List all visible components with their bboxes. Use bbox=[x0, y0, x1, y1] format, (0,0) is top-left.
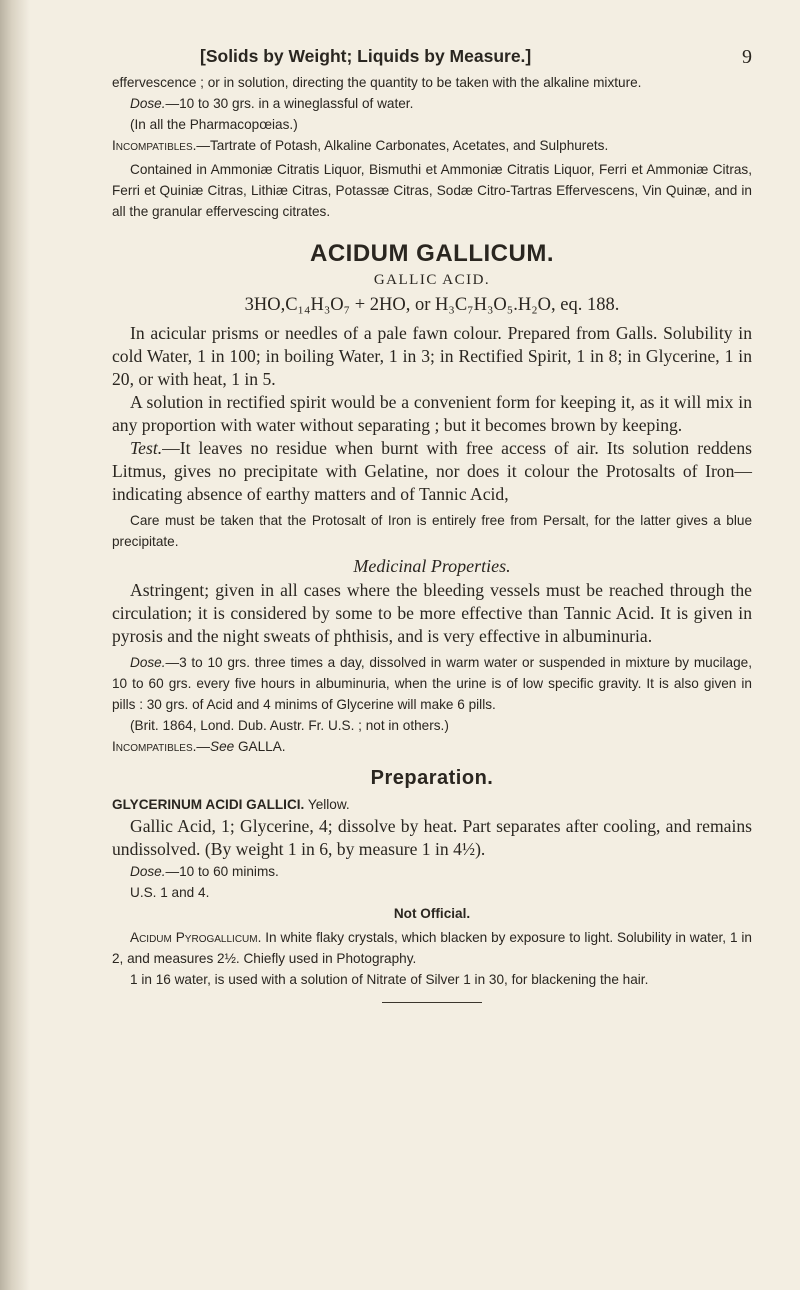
citric-pharmacopoeias: (In all the Pharmacopœias.) bbox=[130, 117, 298, 132]
care-note: Care must be taken that the Protosalt of Iron is entirely free from Persalt, for the latter gives a blue precipitate. bbox=[112, 513, 752, 549]
citric-dose bbox=[112, 93, 752, 114]
effervescence-paragraph: effervescence ; or in solution, directing the quantity to be taken with the alkaline mixture. bbox=[112, 75, 642, 90]
medicinal-pharmacopoeias: (Brit. 1864, Lond. Dub. Austr. Fr. U.S. ; not in others.) bbox=[130, 718, 449, 733]
glycerinum-title: GLYCERINUM ACIDI GALLICI. bbox=[112, 797, 305, 812]
medicinal-properties-heading: Medicinal Properties. bbox=[353, 556, 511, 576]
page-content bbox=[112, 38, 752, 1003]
incompatibles-label: Incompatibles. bbox=[112, 739, 197, 754]
dose-text: —3 to 10 grs. three times a day, dissolved in warm water or suspended in mixture by mucilage, 10 to 60 grs. every five hours in albuminuria, when the urine is of low specific gravity. It is also given in pills : 30 grs. of Acid and 4 minims of Glycerine will make 6 pills. bbox=[112, 655, 752, 712]
end-rule bbox=[382, 1002, 482, 1003]
medicinal-incompatibles: Incompatibles.—See GALLA. bbox=[112, 739, 286, 754]
glycerinum-paragraph: Gallic Acid, 1; Glycerine, 4; dissolve by heat. Part separates after cooling, and remains undissolved. (By weight 1 in 6, by measure 1 in 4½). bbox=[112, 816, 752, 859]
pyrogallicum-text: In white flaky crystals, which blacken by exposure to light. Solubility in water, 1 in 2, and measures 2½. Chiefly used in Photography. bbox=[112, 930, 752, 966]
dose-label: Dose. bbox=[130, 864, 166, 879]
incompatibles-text: GALLA. bbox=[237, 739, 286, 754]
dose-text: —10 to 30 grs. in a wineglassful of water. bbox=[165, 96, 414, 111]
incompatibles-label: Incompatibles. bbox=[112, 138, 197, 153]
description-paragraph: In acicular prisms or needles of a pale fawn colour. Prepared from Galls. Solubility in cold Water, 1 in 100; in boiling Water, 1 in 3; in Rectified Spirit, 1 in 8; in Glycerine, 1 in 20, or with heat, 1 in 5. bbox=[112, 323, 752, 389]
not-official-heading: Not Official. bbox=[393, 906, 471, 921]
incompatibles-text: —Tartrate of Potash, Alkaline Carbonates, Acetates, and Sulphurets. bbox=[196, 138, 609, 153]
solution-note: A solution in rectified spirit would be a convenient form for keeping it, as it will mix in any proportion with water without separating ; but it becomes brown by keeping. bbox=[112, 392, 752, 435]
running-header bbox=[112, 38, 752, 66]
acidum-gallicum-heading: ACIDUM GALLICUM. bbox=[310, 240, 554, 267]
test-paragraph bbox=[112, 437, 752, 506]
glycerinum-dose bbox=[112, 861, 752, 882]
pyrogallicum-paragraph bbox=[112, 927, 752, 969]
gallic-acid-subheading: GALLIC ACID. bbox=[373, 272, 491, 288]
dose-text: —10 to 60 minims. bbox=[165, 864, 279, 879]
pyrogallicum-label: Acidum Pyrogallicum. bbox=[130, 930, 262, 945]
medicinal-dose bbox=[112, 652, 752, 715]
glycerinum-colour: Yellow. bbox=[307, 797, 350, 812]
glycerinum-name bbox=[112, 794, 752, 815]
glycerinum-us: U.S. 1 and 4. bbox=[130, 885, 210, 900]
page-number: 9 bbox=[742, 46, 752, 68]
test-label: Test. bbox=[130, 438, 163, 458]
see-label: See bbox=[210, 739, 235, 754]
chemical-formula: 3HO,C₁₄H₃O₇ + 2HO, or H₃C₇H₃O₅.H₂O, eq. 188. bbox=[244, 295, 620, 315]
dose-label: Dose. bbox=[130, 655, 166, 670]
contained-in-paragraph: Contained in Ammoniæ Citratis Liquor, Bismuthi et Ammoniæ Citratis Liquor, Ferri et Ammoniæ Citras, Ferri et Quiniæ Citras, Lithiæ Citras, Potassæ Citras, Sodæ Citro-Tartras Effervescens, Vin Quinæ, and in all the granular effervescing citrates. bbox=[112, 162, 752, 219]
test-text: —It leaves no residue when burnt with free access of air. Its solution reddens Litmus, gives no precipitate with Gelatine, nor does it colour the Protosalts of Iron—indicating absence of earthy matters and of Tannic Acid, bbox=[112, 438, 752, 504]
medicinal-paragraph: Astringent; given in all cases where the bleeding vessels must be reached through the circulation; it is considered by some to be more effective than Tannic Acid. It is given in pyrosis and the night sweats of phthisis, and is very effective in albuminuria. bbox=[112, 580, 752, 646]
running-header-title: [Solids by Weight; Liquids by Measure.] bbox=[200, 46, 532, 66]
page-gutter-shadow bbox=[0, 0, 30, 1290]
dose-label: Dose. bbox=[130, 96, 166, 111]
pyrogallicum-hair-note: 1 in 16 water, is used with a solution of Nitrate of Silver 1 in 30, for blackening the hair. bbox=[130, 972, 649, 987]
preparation-heading: Preparation. bbox=[370, 767, 494, 789]
citric-incompatibles bbox=[112, 135, 752, 156]
